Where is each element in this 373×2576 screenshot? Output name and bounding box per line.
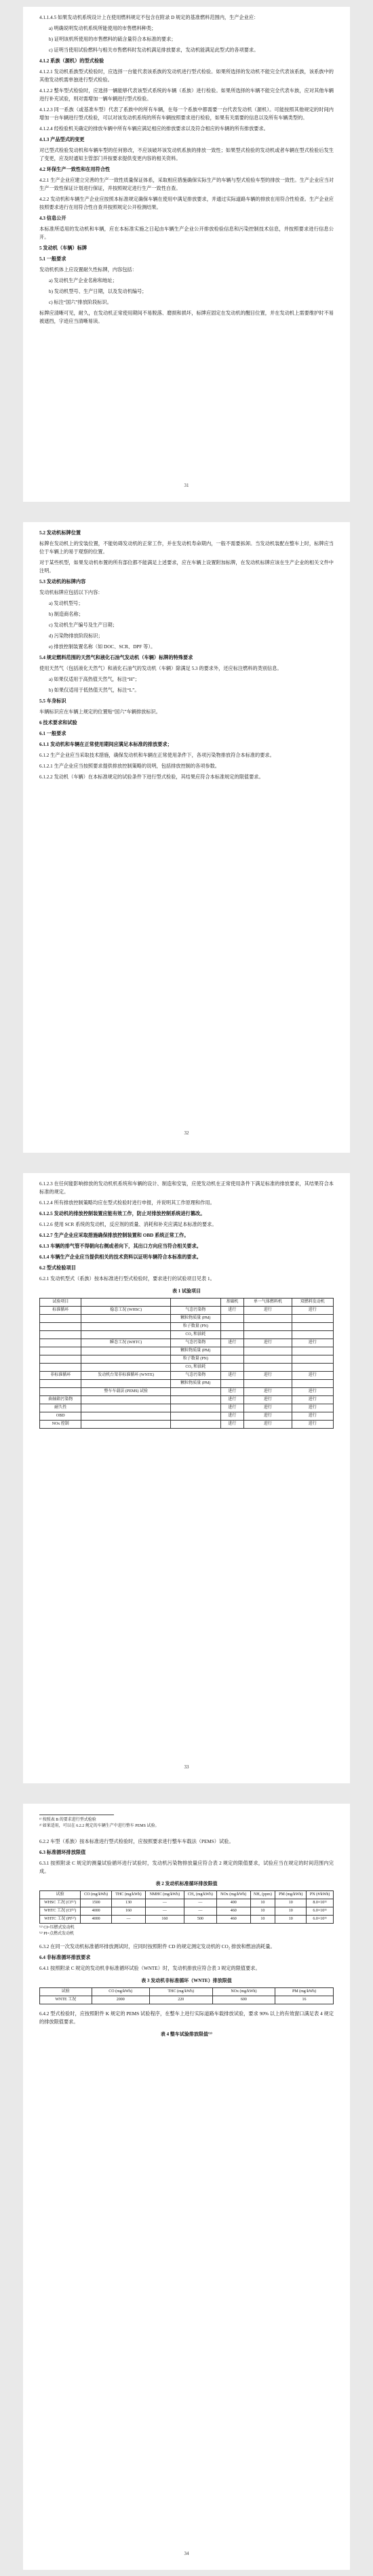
table-1-caption: 表 1 试验项目 [172,1288,201,1294]
paragraph: 6.4.1 按照附录 C 规定的发动机非标准循环试验（WNTE）时，发动机排放应符合表 3 规定的限值要求。 [39,1966,260,1971]
paragraph: 4.2.1 生产企业应建立完善的生产一致性质量保证体系，采取相应措施确保实际生产的车辆与型式检验车型的排放一致性。生产企业应当对生产一致性保证计划进行保证，并按照规定进行生产一致性自查。 [39,178,334,191]
table-cell: 进行 [292,1339,333,1347]
paragraph: 6.2 型式检验项目 [39,1265,76,1271]
table-cell: 10 [250,1899,275,1907]
table-header-cell [170,1299,220,1307]
table-row [40,1364,334,1372]
table-cell [40,1331,81,1339]
table-row [40,1907,334,1916]
table-cell [170,1388,220,1396]
paragraph: 4.1.2 系族（源机）的型式检验 [39,58,104,64]
table-cell [292,1364,333,1372]
table-cell [220,1364,243,1372]
table-cell: — [184,1907,216,1916]
table-cell: WHSC 工况 (CI⁽¹⁾) [40,1899,81,1907]
table-cell: 10 [250,1916,275,1924]
table-cell: 2000 [92,1996,149,2004]
table-cell: 进行 [244,1396,292,1404]
table-row [40,1307,334,1315]
table-row [40,1372,334,1380]
table-cell: 进行 [244,1412,292,1421]
paragraph: c) 证明当使用试验燃料与相关市售燃料时发动机满足排放要求，发动机能满足此型式的各项要求。 [49,47,259,53]
table-cell: — [111,1916,145,1924]
table-cell: 耐久性 [40,1404,81,1412]
table-cell: 460 [216,1916,250,1924]
table-cell: 进行 [292,1421,333,1429]
paragraph: 6.1.2.3 在任何能影响排放的发动机机系统和车辆的设计、制造和安装，应使发动机在正常使用条件下满足标准的排放要求，其结果符合本标准的规定。 [39,1181,334,1195]
table-cell: 16 [275,1996,334,2004]
table-cell [244,1364,292,1372]
table-cell [81,1396,171,1404]
table-cell: 进行 [220,1412,243,1421]
document-page-4 [23,1804,350,2570]
paragraph: 6.2.1 发动机型式（系族）按本标准进行型式检验时，要求进行的试验项目见表 1。 [39,1276,215,1282]
paragraph: b) 制造商名称； [49,612,83,617]
table-header-cell: NMHC (mg/kWh) [145,1891,184,1899]
paragraph: 4.1.2.2 整车型式检验时，应选择一辆能够代表该型式系统的车辆（系族）进行检验。如果所选择的车辆不能完全代表车族，应对其他车辆进行补充试验，则对需增加一辆车辆进行型式检验。 [39,88,334,102]
paragraph: 5.4 规定燃料范围的天然气和液化石油气发动机（车辆）标牌的特殊要求 [39,655,193,660]
table-cell: — [145,1907,184,1916]
footnote: ¹⁾ 按照表 B 的要求进行型式检验 [39,1818,96,1822]
table-cell [244,1323,292,1331]
paragraph: a) 如果仅适用于高热值天然气，标注“H”； [49,677,140,682]
page-2-body [39,529,334,781]
table-3-caption: 表 3 发动机非标准循环（WNTE）排放限值 [141,1978,232,1983]
paragraph: c) 发动机生产编号及生产日期； [49,622,117,628]
document-page-2 [23,522,350,1153]
paragraph: a) 发动机生产企业名称和地址； [49,278,117,283]
paragraph: 6.1.3 车辆的排气管不得朝向右侧或者向下，其出口方向应当符合相关要求。 [39,1244,201,1249]
paragraph: 6.1.4 车辆生产企业应当提供相关的技术资料以证明车辆符合本标准的要求。 [39,1254,201,1260]
paragraph: 发动机标牌应包括以下内容： [39,590,103,595]
table-cell [220,1380,243,1388]
paragraph: 6.1.2.6 使用 SCR 系统的发动机，反应剂的质量、消耗和补充应满足本标准的要求。 [39,1222,217,1227]
table-header-cell: 单一气体燃料机 [244,1299,292,1307]
table-cell: 6.0×10¹¹ [307,1907,334,1916]
table-cell: WHTC 工况 (CI⁽¹⁾) [40,1907,81,1916]
table-row [40,1421,334,1429]
paragraph: b) 证明该机所使用的市售燃料的硫含量符合本标准的要求； [49,37,176,42]
paragraph: 对于某些机型，如果发动机布置的所有部位都不能满足上述要求，应在车辆上设置附加标牌，在发动机标牌应该在生产企业的相关文件中注明。 [39,560,334,574]
paragraph: 车辆标识应在车辆上规定的位置贴“国六”车辆排放标识。 [39,709,161,715]
table-cell: 进行 [292,1396,333,1404]
paragraph: 6.3.1 按照附录 C 规定的测量试验循环进行试验时，发动机污染物排放量应符合表 2 规定的限值要求，试验应当在规定的时间范围内完成。 [39,1861,334,1874]
table-cell: 稳态工况 (WHSC) [81,1307,171,1315]
table-cell [292,1323,333,1331]
paragraph: 6.1.2 生产企业应当采取技术措施，确保发动机和车辆在正常使用条件下，各项污染物排放符合本标准的要求。 [39,753,275,758]
paragraph: 6.1.2.5 发动机的排放控制装置应能有效工作，防止对排放控制系统进行篡改。 [39,1211,205,1216]
paragraph: 标牌在发动机上的安装位置，不能妨碍发动机的正常工作，并在发动机寿命期内，一般不需要拆卸。当发动机装配在整车上时，标牌应当位于车辆上的易于观察的位置。 [39,541,334,555]
paragraph: 6 技术要求和试验 [39,720,77,726]
paragraph: 6.4 非标准循环排放要求 [39,1955,91,1960]
table-cell: 进行 [292,1372,333,1380]
table-cell [220,1323,243,1331]
document-page-3 [23,1173,350,1783]
table-cell: 460 [216,1907,250,1916]
table-row [40,1396,334,1404]
table-cell: 4000 [81,1907,112,1916]
paragraph: 6.1 一般要求 [39,731,66,736]
table-cell: 10 [275,1907,307,1916]
table-cell: 进行 [244,1339,292,1347]
footnotes [39,1817,334,1829]
paragraph: 5.1 一般要求 [39,256,66,262]
table-cell [40,1339,81,1347]
table-row [40,1412,334,1421]
table-cell [81,1404,171,1412]
table-cell [81,1412,171,1421]
table-cell [244,1331,292,1339]
table-cell [292,1355,333,1364]
page-number: 33 [184,1764,189,1770]
paragraph: 4.2 环保生产一致性和在用符合性 [39,167,111,172]
table-cell: 500 [184,1916,216,1924]
page-4-body-mid [39,1943,334,1973]
paragraph: b) 发动机型号、生产日期，以及发动机编号； [49,289,147,294]
table-header-cell: CO (mg/kWh) [81,1891,112,1899]
page-1-body [39,14,334,325]
table-cell: 粒子数量 (PN) [170,1355,220,1364]
table-cell: 进行 [292,1412,333,1421]
table-cell: 非标准循环 [40,1372,81,1380]
table-cell: 整车车载法 (PEMS) 试验 [81,1388,171,1396]
paragraph: a) 明确说明发动机系统所能使用的市售燃料种类； [49,26,157,31]
table-header-cell: 双燃料发动机 [292,1299,333,1307]
table-cell [244,1355,292,1364]
paragraph: 4.1.1.4.5 如果发动机系统设计上在使用燃料规定不包含在附录 D 规定的基准燃料范围内，生产企业应： [39,15,259,20]
table-cell: 颗粒物质量 (PM) [170,1347,220,1355]
table-cell: 进行 [292,1388,333,1396]
table-cell: CO₂ 和油耗 [170,1331,220,1339]
table-cell: 气态污染物 [170,1339,220,1347]
table-row [40,1315,334,1323]
table-cell [292,1380,333,1388]
table-cell [292,1315,333,1323]
page-4-body-top [39,1838,334,1876]
table-cell: — [145,1899,184,1907]
paragraph: 5 发动机（车辆）标牌 [39,245,87,251]
table-4-caption: 表 4 整车试验排放限值⁽¹⁾ [160,2032,213,2037]
table-cell [40,1323,81,1331]
table-cell [81,1331,171,1339]
table-cell [292,1331,333,1339]
table-cell: 曲轴箱污染物 [40,1396,81,1404]
table-1 [39,1298,334,1429]
table-cell: OBD [40,1412,81,1421]
paragraph: 4.1.2.4 经检验机关确定的排放车辆中所有车辆应满足相应的排放要求以及符合相应的车辆的所有排放要求。 [39,126,269,132]
table-cell: 气态污染物 [170,1307,220,1315]
table-note: ⁽²⁾ PI=点燃式发动机 [39,1932,74,1936]
table-cell: 进行 [220,1388,243,1396]
table-cell [244,1347,292,1355]
table-cell: 进行 [220,1396,243,1404]
table-row [40,1347,334,1355]
table-cell: 6.0×10¹¹ [307,1916,334,1924]
table-cell: 8.0×10¹¹ [307,1899,334,1907]
paragraph: 6.2.2 车型（系族）按本标准进行型式检验时，应按照要求进行整车车载法（PEMS）试验。 [39,1839,234,1844]
table-header-cell: 试验 [40,1988,92,1996]
table-cell [170,1412,220,1421]
paragraph: c) 标注“国六”排放阶段标识。 [49,300,112,305]
table-cell [40,1347,81,1355]
table-header-cell: NOx (mg/kWh) [216,1891,250,1899]
table-cell [40,1355,81,1364]
table-header-cell: PM (mg/kWh) [275,1988,334,1996]
table-header-cell [81,1299,171,1307]
table-header-cell: CH₄ (mg/kWh) [184,1891,216,1899]
table-cell [244,1315,292,1323]
table-row [40,1323,334,1331]
table-cell: 发动机台架非标准循环 (WNTE) [81,1372,171,1380]
table-header-cell: 试验 [40,1891,81,1899]
table-cell: 瞬态工况 (WHTC) [81,1339,171,1347]
table-cell: 标准循环 [40,1307,81,1315]
table-cell [220,1315,243,1323]
paragraph: 4.2.2 发动机和车辆生产企业应按照本标准规定确保车辆在使用中满足排放要求，并通过实际道路车辆的排放在用符合性检查。生产企业应按照要求进行在用符合性自查并按照规定公开检测结果。 [39,197,334,210]
paragraph: 6.1.2.4 所有排放控制策略均应在型式检验时进行申报，并说明其工作原理和作用。 [39,1200,215,1206]
paragraph: 4.3 信息公开 [39,216,66,221]
table-cell: 10 [275,1899,307,1907]
table-cell: 颗粒物质量 (PM) [170,1315,220,1323]
table-cell: 进行 [220,1307,243,1315]
paragraph: 6.1.1 发动机和车辆在正常使用期间应满足本标准的排放要求； [39,742,172,747]
document-page-1 [23,7,350,502]
paragraph: 本标准所适用的发动机和车辆，应在本标准实施之日起由车辆生产企业公开排放检验信息和污染控制技术信息，并按照要求进行信息公开。 [39,226,334,240]
table-cell: 160 [145,1916,184,1924]
table-cell: 进行 [220,1339,243,1347]
table-row [40,1331,334,1339]
table-row [40,1388,334,1396]
table-cell: 进行 [244,1421,292,1429]
table-cell: 进行 [220,1404,243,1412]
table-cell [81,1347,171,1355]
paragraph: b) 如果仅适用于低热值天然气，标注“L”。 [49,688,140,693]
table-cell [81,1323,171,1331]
paragraph: 使用天然气（包括液化天然气）和液化石油气的发动机（车辆）除满足 5.3 的要求外，还应标注燃料的类别信息。 [39,666,282,671]
paragraph: d) 污染物排放阶段标识； [49,633,103,639]
table-header-cell: NH₃ (ppm) [250,1891,275,1899]
table-cell [220,1347,243,1355]
table-cell [170,1404,220,1412]
table-cell [292,1347,333,1355]
table-cell: 进行 [220,1372,243,1380]
footnote: ²⁾ 如果适用，可以在 6.2.2 规定的车辆生产中进行整车 PEMS 试验。 [39,1824,159,1828]
paragraph: 发动机机体上应设置耐久性标牌，内容包括： [39,267,137,273]
table-row [40,1355,334,1364]
page-3-body [39,1180,334,1283]
paragraph: 4.1.2.1 发动机系族型式检验时，应选择一台能代表该系族的发动机进行型式检验。如果所选择的发动机不能完全代表该系族，该系族中的其他发动机需单独进行型式检验。 [39,69,334,83]
paragraph: 6.1.2.1 生产企业应当按照要求提供排放控制策略的说明，包括排放控制的各项参数。 [39,764,220,769]
table-header-cell: THC (mg/kWh) [111,1891,145,1899]
table-cell: NOx 控制 [40,1421,81,1429]
table-cell [81,1380,171,1388]
paragraph: 6.4.2 型式检验时，应按照附件 K 规定的 PEMS 试验程序，在整车上进行实际道路车载排放试验，要求 90% 以上的有效窗口满足表 4 规定的排放限值要求。 [39,2011,334,2025]
paragraph: 5.3 发动机的标牌内容 [39,579,86,584]
table-cell [81,1421,171,1429]
table-cell: 600 [212,1996,275,2004]
paragraph: e) 排放控制装置名称（如 DOC、SCR、DPF 等）。 [49,644,156,650]
table-cell: WNTE 工况 [40,1996,92,2004]
table-cell [244,1380,292,1388]
table-cell: 10 [250,1907,275,1916]
table-cell: 进行 [244,1404,292,1412]
table-cell: 4000 [81,1916,112,1924]
paragraph: a) 发动机型号； [49,601,83,606]
paragraph: 6.3 标准循环排放限值 [39,1850,86,1855]
table-cell: 1500 [81,1899,112,1907]
table-row [40,1339,334,1347]
table-row [40,1404,334,1412]
table-cell: 10 [275,1916,307,1924]
table-cell: 气态污染物 [170,1372,220,1380]
table-header-cell: CO (mg/kWh) [92,1988,149,1996]
page-number: 34 [184,2551,189,2556]
table-header-cell: THC (mg/kWh) [149,1988,212,1996]
table-cell [81,1355,171,1364]
page-number: 32 [184,1130,189,1136]
table-cell: 颗粒物质量 (PM) [170,1380,220,1388]
table-cell [40,1364,81,1372]
table-cell: — [184,1899,216,1907]
paragraph: 6.1.2.2 发动机（车辆）在本标准规定的试验条件下进行型式检验，其结果应符合本标准规定的限值要求。 [39,774,264,780]
table-2-notes [39,1925,334,1937]
table-cell: 进行 [292,1404,333,1412]
table-cell [40,1388,81,1396]
table-cell: 进行 [244,1307,292,1315]
table-cell [40,1380,81,1388]
table-header-cell: 基础机 [220,1299,243,1307]
table-cell: WHTC 工况 (PI⁽²⁾) [40,1916,81,1924]
table-cell: CO₂ 和油耗 [170,1364,220,1372]
table-cell [81,1315,171,1323]
paragraph: 标牌应清晰可见，耐久，在发动机正常使用期间不易脱落、磨损和损坏，标牌应固定在发动机的醒目位置，并在发动机上需要维护时不易被遮挡，字迹应当清晰易读。 [39,311,334,324]
table-cell: 进行 [220,1421,243,1429]
page-number: 31 [184,483,189,488]
table-cell: 粒子数量 (PN) [170,1323,220,1331]
paragraph: 5.5 车身标识 [39,698,66,704]
table-cell: 160 [111,1907,145,1916]
table-2 [39,1890,334,1924]
table-cell: 220 [149,1996,212,2004]
table-header-cell: PM (mg/kWh) [275,1891,307,1899]
paragraph: 4.1.3 产品型式的变更 [39,137,85,142]
table-row [40,1380,334,1388]
table-cell: 进行 [292,1307,333,1315]
table-cell [220,1355,243,1364]
table-cell [170,1421,220,1429]
paragraph: 6.1.2.7 生产企业应采取措施确保排放控制装置和 OBD 系统正常工作。 [39,1233,189,1238]
paragraph: 5.2 发动机标牌位置 [39,530,81,536]
table-cell: 400 [216,1899,250,1907]
table-row [40,1996,334,2004]
table-note: ⁽¹⁾ CI=压燃式发动机 [39,1926,75,1930]
paragraph: 对已型式检验发动机和车辆车型的任何修改，不应该破坏该发动机系族的排放一致性；如果型式检验的发动机或者车辆在型式检验后发生了变更，应及时通知主管部门并按要求提供变更内容的相关资料。 [39,148,334,161]
table-row [40,1916,334,1924]
paragraph: 4.1.2.3 同一系族（或基准车型）代表了系族中的所有车辆，在每一个系族中都需要一台代表发动机（源机）。可能按照其他规定的时间内增加一台车辆进行型式检验，可以对该发动机系统的所有车辆按照要求进行检验，如果有关需要的信息以及所有车辆类型的。 [39,107,334,121]
table-cell [40,1315,81,1323]
table-header-cell: 试验项目 [40,1299,81,1307]
table-header-cell: PN (#/kWh) [307,1891,334,1899]
table-header-cell: NOx (mg/kWh) [212,1988,275,1996]
table-cell: 进行 [244,1388,292,1396]
table-row [40,1899,334,1907]
table-cell: 进行 [244,1372,292,1380]
table-cell [81,1364,171,1372]
page-4-body-bottom [39,2010,334,2026]
table-2-caption: 表 2 发动机标准循环排放限值 [155,1881,218,1886]
paragraph: 6.3.2 在同一次发动机标准循环排放测试时，应同时按照附件 CD 的规定测定发动机的 CO₂ 排放和燃油消耗量。 [39,1944,275,1949]
table-cell [170,1396,220,1404]
table-cell: 130 [111,1899,145,1907]
table-cell [220,1331,243,1339]
table-3 [39,1987,334,2004]
